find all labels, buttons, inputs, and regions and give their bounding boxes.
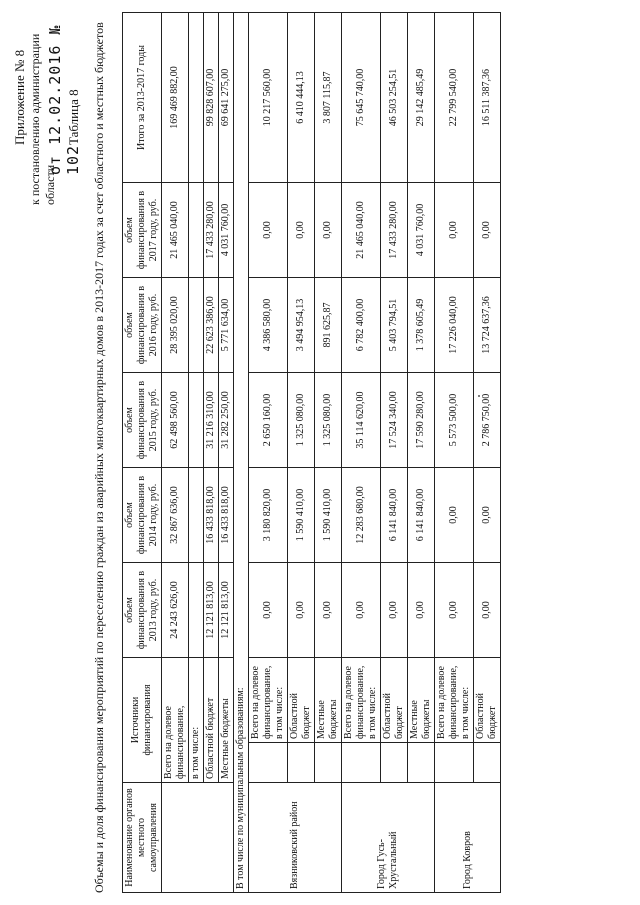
source-cell: Всего на долевое финансирование, xyxy=(162,658,189,783)
value-cell: 1 590 410,00 xyxy=(288,468,315,563)
table-row xyxy=(408,13,435,893)
value-cell: 4 031 760,00 xyxy=(408,183,435,278)
indent-cell xyxy=(249,743,288,783)
value-cell: 28 395 020,00 xyxy=(162,278,189,373)
value-cell xyxy=(189,13,204,183)
value-cell: 5 771 634,00 xyxy=(219,278,234,373)
source-cell: Областной бюджет xyxy=(288,658,315,743)
value-cell: 0,00 xyxy=(249,183,288,278)
value-cell: 75 645 740,00 xyxy=(342,13,381,183)
indent-cell xyxy=(474,743,501,783)
indent-cell xyxy=(342,743,381,783)
value-cell: 1 325 080,00 xyxy=(315,373,342,468)
value-cell: 0,00 xyxy=(342,563,381,658)
value-cell: 31 216 310,00 xyxy=(204,373,219,468)
value-cell: 12 283 680,00 xyxy=(342,468,381,563)
value-cell: 17 226 040,00 xyxy=(435,278,474,373)
table-row xyxy=(219,13,234,893)
value-cell: 31 282 250,00 xyxy=(219,373,234,468)
value-cell: 21 465 040,00 xyxy=(342,183,381,278)
table-row xyxy=(474,13,501,893)
indent-cell xyxy=(288,743,315,783)
value-cell: 6 141 840,00 xyxy=(408,468,435,563)
value-cell: 17 433 280,00 xyxy=(204,183,219,278)
section-row xyxy=(234,13,249,893)
col-header-2016: объем финансирования в 2016 году, руб. xyxy=(123,278,162,373)
financing-table xyxy=(122,12,501,893)
value-cell: 1 378 605,49 xyxy=(408,278,435,373)
col-header-total: Итого за 2013-2017 годы xyxy=(123,13,162,183)
value-cell xyxy=(189,183,204,278)
value-cell: 0,00 xyxy=(315,563,342,658)
indent-cell xyxy=(408,743,435,783)
value-cell xyxy=(189,373,204,468)
value-cell: 16 511 387,36 xyxy=(474,13,501,183)
value-cell: 13 724 637,36 xyxy=(474,278,501,373)
value-cell: 12 121 813,00 xyxy=(219,563,234,658)
table-header-row xyxy=(123,13,162,893)
municipality-name: Вязниковский район xyxy=(249,783,342,893)
value-cell: 5 573 500,00 xyxy=(435,373,474,468)
value-cell: 1 590 410,00 xyxy=(315,468,342,563)
value-cell: 32 867 636,00 xyxy=(162,468,189,563)
table-row xyxy=(162,13,189,893)
source-cell: Местные бюджеты xyxy=(315,658,342,743)
value-cell: 0,00 xyxy=(474,183,501,278)
section-label: В том числе по муниципальным образованиям: xyxy=(234,13,249,893)
value-cell: 169 469 882,00 xyxy=(162,13,189,183)
col-header-org: Наименование органов местного самоуправления xyxy=(123,783,162,893)
source-cell: Всего на долевое финансирование, в том числе: xyxy=(435,658,474,743)
col-header-2017: объем финансирования в 2017 году, руб. xyxy=(123,183,162,278)
appendix-decree: к постановлению администрации области xyxy=(28,33,57,205)
value-cell: 0,00 xyxy=(474,563,501,658)
source-cell: Областной бюджет xyxy=(204,658,219,783)
org-cell-total xyxy=(162,783,234,893)
value-cell xyxy=(189,563,204,658)
value-cell: 0,00 xyxy=(435,183,474,278)
table-row xyxy=(381,13,408,893)
value-cell: 2 786 750,00 xyxy=(474,373,501,468)
value-cell: 3 807 115,87 xyxy=(315,13,342,183)
value-cell: 35 114 620,00 xyxy=(342,373,381,468)
indent-cell xyxy=(381,743,408,783)
value-cell: 6 141 840,00 xyxy=(381,468,408,563)
col-header-source: Источники финансирования xyxy=(123,658,162,783)
value-cell: 69 641 275,00 xyxy=(219,13,234,183)
value-cell: 5 403 794,51 xyxy=(381,278,408,373)
value-cell: 17 590 280,00 xyxy=(408,373,435,468)
value-cell: 3 180 820,00 xyxy=(249,468,288,563)
value-cell: 0,00 xyxy=(435,468,474,563)
value-cell xyxy=(189,468,204,563)
source-cell: в том числе: xyxy=(189,658,204,783)
value-cell: 2 650 160,00 xyxy=(249,373,288,468)
table-row xyxy=(435,13,474,893)
indent-cell xyxy=(315,743,342,783)
value-cell: 4 031 760,00 xyxy=(219,183,234,278)
value-cell: 0,00 xyxy=(315,183,342,278)
source-cell: Всего на долевое финансирование, в том числе: xyxy=(342,658,381,743)
source-cell: Областной бюджет xyxy=(474,658,501,743)
table-row xyxy=(288,13,315,893)
source-cell: Местные бюджеты xyxy=(219,658,234,783)
document-title: Объемы и доля финансирования мероприятий по переселению граждан из аварийных многоквартирных домов в 2013-2017 годах за счет областного и местных бюджетов xyxy=(92,22,106,893)
value-cell: 0,00 xyxy=(435,563,474,658)
value-cell: 891 625,87 xyxy=(315,278,342,373)
col-header-2015: объем финансирования в 2015 году, руб. xyxy=(123,373,162,468)
value-cell: 22 799 540,00 xyxy=(435,13,474,183)
value-cell: 3 494 954,13 xyxy=(288,278,315,373)
col-header-2013: объем финансирования в 2013 году, руб. xyxy=(123,563,162,658)
table-number: Таблица 8 xyxy=(66,89,81,145)
appendix-date: от 12.02.2016 № 102 xyxy=(46,24,82,175)
table-row xyxy=(342,13,381,893)
source-cell: Всего на долевое финансирование, в том числе: xyxy=(249,658,288,743)
value-cell: 21 465 040,00 xyxy=(162,183,189,278)
value-cell: 12 121 813,00 xyxy=(204,563,219,658)
scan-dot xyxy=(478,395,480,397)
table-row xyxy=(189,13,204,893)
value-cell: 6 410 444,13 xyxy=(288,13,315,183)
value-cell: 17 433 280,00 xyxy=(381,183,408,278)
table-row xyxy=(204,13,219,893)
value-cell: 29 142 485,49 xyxy=(408,13,435,183)
value-cell: 0,00 xyxy=(408,563,435,658)
table-row xyxy=(315,13,342,893)
value-cell: 6 782 400,00 xyxy=(342,278,381,373)
value-cell: 99 828 607,00 xyxy=(204,13,219,183)
indent-cell xyxy=(435,743,474,783)
value-cell: 0,00 xyxy=(288,183,315,278)
value-cell: 17 524 340,00 xyxy=(381,373,408,468)
source-cell: Областной бюджет xyxy=(381,658,408,743)
value-cell: 0,00 xyxy=(381,563,408,658)
value-cell: 10 217 560,00 xyxy=(249,13,288,183)
appendix-number: Приложение № 8 xyxy=(12,49,27,145)
value-cell: 62 498 560,00 xyxy=(162,373,189,468)
value-cell: 0,00 xyxy=(474,468,501,563)
col-header-2014: объем финансирования в 2014 году, руб. xyxy=(123,468,162,563)
value-cell: 46 503 254,51 xyxy=(381,13,408,183)
value-cell: 1 325 080,00 xyxy=(288,373,315,468)
value-cell: 24 243 626,00 xyxy=(162,563,189,658)
value-cell: 4 386 580,00 xyxy=(249,278,288,373)
municipality-name: Город Ковров xyxy=(435,783,501,893)
value-cell xyxy=(189,278,204,373)
value-cell: 16 433 818,00 xyxy=(204,468,219,563)
municipality-name: Город Гусь-Хрустальный xyxy=(342,783,435,893)
value-cell: 0,00 xyxy=(249,563,288,658)
table-row xyxy=(249,13,288,893)
value-cell: 22 623 386,00 xyxy=(204,278,219,373)
source-cell: Местные бюджеты xyxy=(408,658,435,743)
value-cell: 0,00 xyxy=(288,563,315,658)
value-cell: 16 433 818,00 xyxy=(219,468,234,563)
